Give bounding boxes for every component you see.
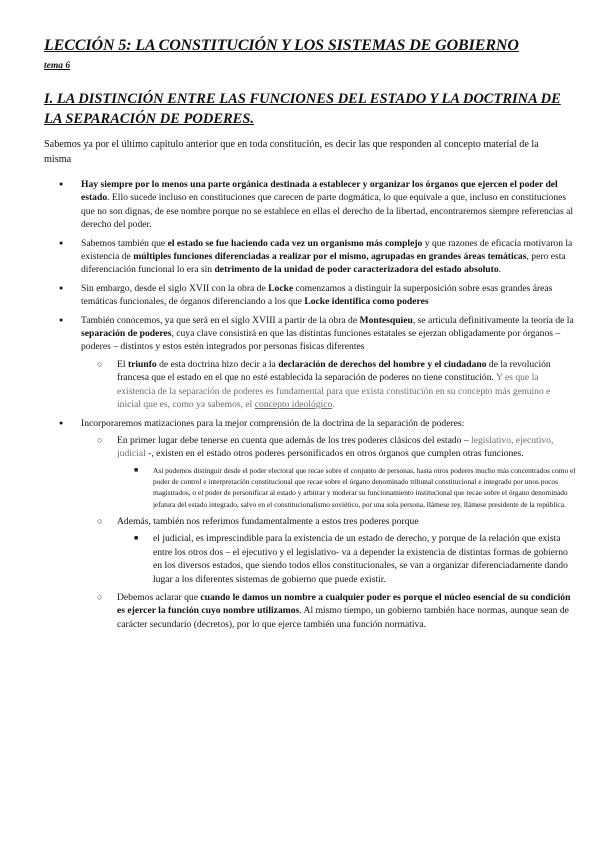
bullet-text-gray: Y es que la existencia de la separación de poderes es fundamental para que exista constitución en su concepto más genuino e inicial que es, como ya sabemos, el [117, 372, 551, 411]
sub-bullet-other-powers [81, 434, 576, 510]
bullet-text: de esta doctrina hizo decir a la [156, 358, 279, 370]
bullet-text-bold: detrimento de la unidad de poder caracterizadora del estado absoluto [214, 264, 499, 276]
bullet-text: El [117, 358, 128, 370]
bullet-text: , cuya clave consistirá en que las distintas funciones estatales se ejerzan obligadamente por órganos – poderes – distintos y estos estén integrados por personas físicas diferentes [81, 328, 561, 353]
nested-bullet-list [117, 532, 576, 586]
bullet-text: . Ello sucede incluso en constituciones que carecen de parte dogmática, lo que equivale a que, incluso en constituciones que no son dignas, de ese nombre porque no se establece en ellas el derecho de la libertad, encontraremos siempre referencias al derecho del poder. [81, 192, 574, 231]
bullet-text: y que razones de eficacia motivaron la existencia de [81, 237, 573, 263]
bullet-text: Sin embargo, desde el siglo XVII con la obra de [81, 282, 269, 294]
bullet-text: de la revolución francesa que el estado en el que no esté establecida la separación de poderes no tiene constitución. [117, 358, 551, 384]
bullet-locke [44, 282, 576, 309]
bullet-text-gray: . [332, 399, 335, 411]
bullet-text: En primer lugar debe tenerse en cuenta que además de los tres poderes clásicos del estado – [117, 434, 472, 446]
sub-bullet-naming [81, 591, 576, 631]
bullet-text: También conocemos, ya que será en el siglo XVIII a partir de la obra de [81, 314, 360, 326]
bullet-text-bold: separación de poderes [81, 328, 172, 340]
bullet-text-bold: Locke [268, 282, 294, 294]
bullet-matizaciones [44, 417, 576, 632]
bullet-text: , se articula definitivamente la teoría de la [412, 314, 574, 326]
sub-bullet-three-powers [81, 515, 576, 586]
bullet-text-gray: legislativo, ejecutivo, judicial [117, 434, 554, 460]
bullet-text-bold: cuando le damos un nombre a cualquier poder es porque el núcleo esencial de su condición es ejercer la función cuyo nombre utilizamos [117, 591, 571, 617]
sub-bullet-list [81, 434, 576, 631]
intro-paragraph: Sabemos ya por el último capitulo anterior que en toda constitución, es decir las que responden al concepto material de la misma [44, 139, 539, 165]
bullet-text-bold: triunfo [127, 358, 157, 370]
bullet-text-bold: Hay siempre por lo menos una parte orgánica destinada a establecer y organizar los órganos que ejercen el poder del estado [81, 179, 558, 204]
bullet-text: Sabemos también que [81, 237, 168, 249]
sub-bullet-triumph [81, 358, 576, 412]
bullet-text-gray-underlined: concepto ideológico [254, 399, 333, 411]
bullet-text: -, existen en el estado otros poderes personificados en otros órganos que cumplen otras funciones. [145, 448, 524, 460]
bullet-text: comenzamos a distinguir la superposición sobre esas grandes áreas temáticas funcionales, de órganos diferenciando a los que [81, 282, 553, 308]
nested-bullet-list [117, 465, 576, 510]
bullet-complex-state [44, 237, 576, 277]
lesson-subtitle: tema 6 [44, 61, 71, 71]
bullet-text-bold: múltiples funciones diferenciadas a realizar por el mismo, agrupadas en grandes áreas temáticas [133, 251, 527, 263]
nested-bullet-electoral: ■ Así podemos distinguir desde el poder electoral que recae sobre el conjunto de personas, hasta otros poderes mucho más concentrados como el poder de control e interpretación constitucional que recae sobre el órgano denominado tribunal constitucional e integrado por unos pocos magistrados, o el poder de personificar al estado y arbitrar y moderar su funcionamiento institucional que recae sobre el órgano denominado jefatura del estado integrado, salvo en el constitucionalismo soviético, por una sola persona, llámese rey, llámese presidente de la república. [117, 465, 576, 510]
lesson-title: LECCIÓN 5: LA CONSTITUCIÓN Y LOS SISTEMAS DE GOBIERNO [44, 37, 519, 54]
bullet-text: Debemos aclarar que [117, 591, 201, 603]
section-heading: I. LA DISTINCIÓN ENTRE LAS FUNCIONES DEL ESTADO Y LA DOCTRINA DE LA SEPARACIÓN DE PODERES. [44, 91, 561, 127]
bullet-text: . [498, 264, 502, 276]
sub-bullet-list [81, 358, 576, 412]
bullet-text-bold: declaración de derechos del hombre y el ciudadano [278, 358, 487, 370]
bullet-montesquieu [44, 314, 576, 412]
bullet-text: . Al mismo tiempo, un gobierno también hace normas, aunque sean de carácter secundario (decretos), por lo que ejerce también una función normativa. [117, 605, 569, 630]
nested-bullet-judicial: ■ el judicial, es imprescindible para la existencia de un estado de derecho, y porque de la relación que exista entre los otros dos – el ejecutivo y el legislativo- va a depender la existencia de distintas formas de gobierno en los diversos estados, que siendo todos ellos constitucionales, se van a organizar diferenciadamente dando lugar a los diferentes sistemas de gobierno que puede existir. [117, 532, 576, 586]
bullet-text: Además, también nos referimos fundamentalmente a estos tres poderes porque [117, 515, 419, 527]
bullet-text-bold: Locke identifica como poderes [304, 296, 429, 308]
bullet-text: , pero esta diferenciación funcional lo era sin [81, 251, 566, 276]
main-bullet-list [44, 178, 576, 636]
bullet-text: Incorporaremos matizaciones para la mejor comprensión de la doctrina de la separación de poderes: [81, 417, 465, 429]
bullet-organic-part [44, 178, 576, 232]
bullet-text-bold: el estado se fue haciendo cada vez un organismo más complejo [167, 237, 423, 249]
bullet-text-bold: Montesquieu [359, 314, 413, 326]
